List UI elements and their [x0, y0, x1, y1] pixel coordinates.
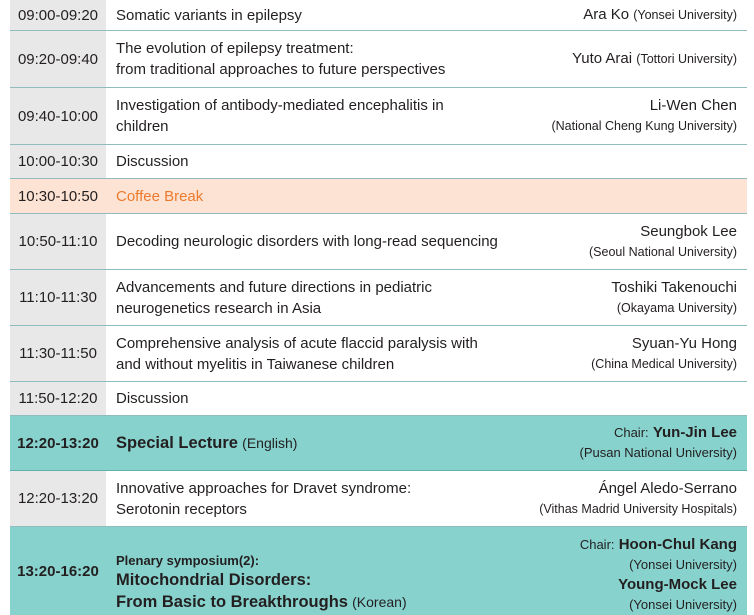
- symposium-label: Plenary symposium(2):: [116, 553, 260, 568]
- session-row: [10, 270, 747, 326]
- session-row: [10, 382, 747, 416]
- session-time: 11:30-11:50: [10, 326, 106, 381]
- session-time: 11:50-12:20: [10, 382, 106, 415]
- speaker-name: Ara Ko: [583, 6, 630, 23]
- session-time: 12:20-13:20: [17, 434, 99, 452]
- speaker: [572, 31, 737, 87]
- chair-name: Young-Mock Lee: [618, 576, 737, 593]
- speaker-affiliation: (Tottori University): [636, 52, 737, 66]
- session-row: [10, 214, 747, 270]
- coffee-break-row: [10, 179, 747, 214]
- chair: [580, 527, 737, 615]
- language-tag: (English): [242, 434, 298, 451]
- chair: [579, 416, 737, 470]
- session-title: Plenary symposium(2): Mitochondrial Disorders: From Basic to Breakthroughs (Korean): [106, 527, 747, 615]
- chair-affiliation: (Yonsei University): [629, 597, 737, 612]
- session-row: [10, 145, 747, 179]
- session-row: [10, 31, 747, 88]
- chair-affiliation: (Yonsei University): [629, 557, 737, 572]
- session-time: 10:00-10:30: [10, 145, 106, 178]
- speaker-affiliation: (Okayama University): [616, 300, 737, 315]
- speaker-affiliation: (Yonsei University): [633, 8, 737, 22]
- speaker: [591, 326, 737, 381]
- language-tag: (Korean): [352, 594, 407, 610]
- speaker: [551, 88, 737, 144]
- speaker: [539, 471, 737, 526]
- session-title: Somatic variants in epilepsy: [116, 6, 302, 24]
- session-time: 09:00-09:20: [10, 0, 106, 30]
- speaker-name: Toshiki Takenouchi: [611, 278, 737, 296]
- session-title: Decoding neurologic disorders with long-read sequencing: [116, 233, 498, 250]
- session-time: 13:20-16:20: [17, 562, 99, 580]
- chair-name: Hoon-Chul Kang: [618, 536, 737, 553]
- session-title: Advancements and future directions in pediatric neurogenetics research in Asia: [116, 278, 433, 317]
- speaker: [583, 0, 737, 30]
- speaker-affiliation: (National Cheng Kung University): [551, 119, 737, 133]
- speaker-name: Seungbok Lee: [640, 222, 737, 240]
- session-title: Investigation of antibody-mediated encephalitis in children: [116, 97, 444, 135]
- session-title: Comprehensive analysis of acute flaccid paralysis with and without myelitis in Taiwanese children: [116, 334, 478, 373]
- speaker-affiliation: (China Medical University): [591, 356, 737, 371]
- session-title: The evolution of epilepsy treatment: from traditional approaches to future perspectives: [116, 40, 446, 78]
- session-time: 10:30-10:50: [17, 187, 99, 205]
- session-row: [10, 0, 747, 31]
- speaker-affiliation: (Vithas Madrid University Hospitals): [539, 501, 737, 516]
- program-schedule: [10, 0, 747, 615]
- session-row: [10, 326, 747, 382]
- speaker: [611, 270, 737, 325]
- special-lecture-row: [10, 416, 747, 471]
- session-title: Coffee Break: [116, 187, 204, 205]
- session-title: Discussion: [116, 390, 189, 407]
- session-time: 11:10-11:30: [10, 270, 106, 325]
- session-title: Special Lecture (English): [116, 434, 298, 452]
- session-title: Innovative approaches for Dravet syndrome: Serotonin receptors: [116, 479, 412, 518]
- chair-name: Yun-Jin Lee: [652, 424, 737, 441]
- session-time: 10:50-11:10: [10, 214, 106, 269]
- chair-affiliation: (Pusan National University): [579, 445, 737, 460]
- speaker-name: Li-Wen Chen: [649, 97, 737, 114]
- session-row: [10, 88, 747, 145]
- speaker-name: Syuan-Yu Hong: [631, 334, 737, 352]
- session-row: [10, 471, 747, 527]
- chair-label: Chair:: [613, 425, 649, 440]
- session-time: 12:20-13:20: [10, 471, 106, 526]
- speaker-affiliation: (Seoul National University): [589, 244, 737, 259]
- speaker-name: Ángel Aledo-Serrano: [598, 479, 737, 497]
- session-time: 09:40-10:00: [10, 88, 106, 144]
- session-title: Discussion: [116, 153, 189, 170]
- plenary-symposium-row: [10, 527, 747, 615]
- speaker-name: Yuto Arai: [572, 50, 633, 67]
- session-time: 09:20-09:40: [10, 31, 106, 87]
- chair-label: Chair:: [579, 537, 615, 552]
- speaker: [589, 214, 737, 269]
